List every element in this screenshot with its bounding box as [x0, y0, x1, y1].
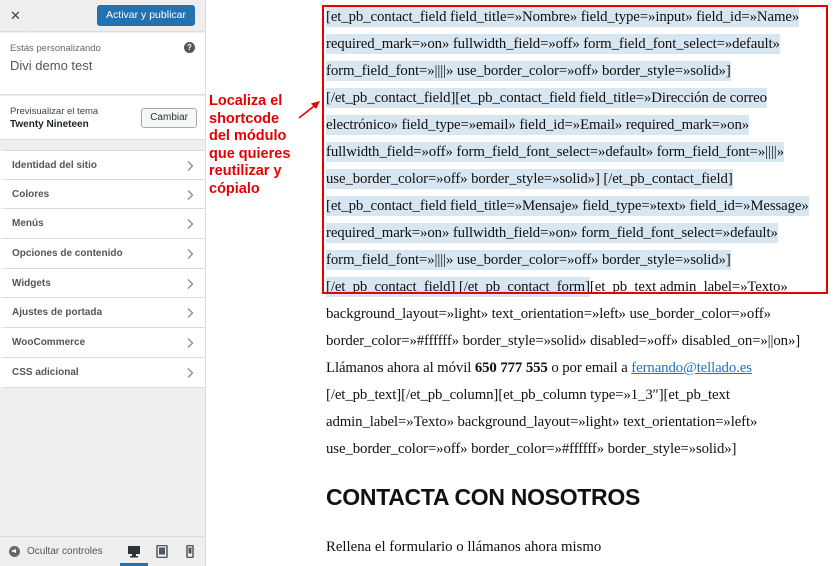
shortcode-line-text: [/et_pb_contact_field] [/et_pb_contact_form] — [326, 279, 590, 295]
annotation-line: que quieres — [209, 145, 291, 162]
menu-item[interactable] — [0, 328, 205, 358]
shortcode-line — [326, 328, 836, 355]
shortcode-line: admin_label=»Texto» background_layout=»light» text_orientation=»left» — [326, 414, 758, 430]
menu-item[interactable] — [0, 269, 205, 299]
chevron-right-icon — [185, 189, 195, 201]
tablet-icon — [155, 545, 169, 558]
shortcode-line — [326, 58, 836, 85]
call-text-middle: o por email a — [547, 360, 632, 376]
shortcode-line — [326, 4, 836, 31]
shortcode-line — [326, 139, 836, 166]
contact-heading: CONTACTA CON NOSOTROS — [326, 484, 640, 510]
shortcode-line — [326, 112, 836, 139]
phone-number: 650 777 555 — [474, 360, 548, 376]
shortcode-line-rest: [et_pb_text admin_label=»Texto» — [589, 279, 788, 295]
annotation-line: shortcode — [209, 110, 280, 127]
annotation-line: Localiza el — [209, 93, 283, 109]
shortcode-line — [326, 301, 836, 328]
theme-panel — [0, 96, 205, 140]
menu-item[interactable] — [0, 298, 205, 328]
shortcode-line — [326, 274, 836, 301]
chevron-right-icon — [185, 218, 195, 230]
contact-subtext: Rellena el formulario o llámanos ahora mismo — [326, 539, 602, 555]
device-desktop-button[interactable] — [120, 537, 148, 566]
publish-button[interactable]: Activar y publicar — [97, 5, 195, 26]
menu-item-label: Menús — [12, 218, 44, 230]
shortcode-line — [326, 166, 836, 193]
mobile-icon — [183, 545, 197, 558]
chevron-right-icon — [185, 248, 195, 260]
menu-item-label: WooCommerce — [12, 337, 86, 349]
menu-item-label: Identidad del sitio — [12, 160, 98, 171]
shortcode-line-text: fullwidth_field=»off» form_field_font_select=»default» form_field_font=»||||» — [326, 144, 784, 160]
shortcode-line-text: required_mark=»on» fullwidth_field=»off» form_field_font_select=»default» — [326, 36, 780, 52]
shortcode-line-text: use_border_color=»off» border_style=»solid»] [/et_pb_contact_field] — [326, 171, 733, 187]
shortcode-line — [326, 220, 836, 247]
annotation-line: del módulo — [209, 128, 287, 144]
shortcode-line-text: [/et_pb_contact_field][et_pb_contact_field field_title=»Dirección de correo — [326, 90, 767, 106]
change-theme-button[interactable]: Cambiar — [141, 108, 197, 128]
call-text: Llámanos ahora al móvil — [326, 360, 475, 376]
chevron-right-icon — [185, 307, 195, 319]
shortcode-line-text: background_layout=»light» text_orientation=»left» use_border_color=»off» — [326, 306, 771, 322]
call-to-action-line — [326, 355, 836, 382]
customizer-sidebar — [0, 0, 206, 566]
chevron-right-icon — [185, 367, 195, 379]
customizer-menu — [0, 150, 205, 388]
shortcode-line — [326, 247, 836, 274]
shortcode-line-text: [et_pb_contact_field field_title=»Mensaje» field_type=»text» field_id=»Message» — [326, 198, 809, 214]
annotation-line: cópialo — [209, 180, 260, 197]
menu-item-label: Opciones de contenido — [12, 248, 123, 260]
collapse-label: Ocultar controles — [27, 546, 103, 557]
preview-theme-label: Previsualizar el tema — [10, 106, 99, 117]
shortcode-line — [326, 85, 836, 112]
menu-item[interactable] — [0, 180, 205, 210]
menu-item-label: Ajustes de portada — [12, 307, 103, 319]
close-icon[interactable]: ✕ — [0, 0, 32, 32]
shortcode-line-text: border_color=»#ffffff» border_style=»solid» disabled=»off» disabled_on=»||on»] — [326, 333, 801, 349]
shortcode-line-text: form_field_font=»||||» use_border_color=»off» border_style=»solid»] — [326, 252, 731, 268]
customizer-header — [0, 0, 205, 32]
site-title: Divi demo test — [10, 58, 93, 73]
menu-item-label: CSS adicional — [12, 366, 79, 378]
shortcode-line: use_border_color=»off» border_color=»#ffffff» border_style=»solid»] — [326, 441, 737, 457]
chevron-right-icon — [185, 337, 195, 349]
shortcode-line-text: [et_pb_contact_field field_title=»Nombre» field_type=»input» field_id=»Name» — [326, 9, 800, 25]
menu-item-label: Colores — [12, 188, 50, 200]
shortcode-line — [326, 31, 836, 58]
menu-item[interactable] — [0, 150, 205, 180]
shortcode-line-text: electrónico» field_type=»email» field_id=»Email» required_mark=»on» — [326, 117, 750, 133]
chevron-right-icon — [185, 278, 195, 290]
menu-item[interactable] — [0, 358, 205, 388]
customizer-footer — [0, 536, 205, 566]
device-mobile-button[interactable] — [176, 537, 204, 566]
shortcode-text — [326, 4, 836, 463]
desktop-icon — [127, 545, 141, 558]
device-tablet-button[interactable] — [148, 537, 176, 566]
annotation-line: reutilizar y — [209, 163, 282, 179]
shortcode-line-text: form_field_font=»||||» use_border_color=»off» border_style=»solid»] — [326, 63, 731, 79]
theme-name: Twenty Nineteen — [10, 119, 89, 130]
email-link[interactable]: fernando@tellado.es — [631, 360, 752, 376]
customizing-label: Estás personalizando — [10, 43, 101, 54]
menu-item-label: Widgets — [12, 277, 51, 289]
chevron-right-icon — [185, 160, 195, 172]
collapse-arrow-icon — [9, 546, 20, 557]
menu-item[interactable] — [0, 209, 205, 239]
shortcode-line: [/et_pb_text][/et_pb_column][et_pb_column type=»1_3″][et_pb_text — [326, 387, 730, 403]
customizer-info-panel — [0, 33, 205, 95]
shortcode-line-text: required_mark=»on» fullwidth_field=»on» form_field_font_select=»default» — [326, 225, 778, 241]
menu-item[interactable] — [0, 239, 205, 269]
shortcode-line — [326, 193, 836, 220]
help-icon[interactable]: ? — [184, 42, 195, 53]
collapse-sidebar-button[interactable] — [0, 537, 118, 566]
